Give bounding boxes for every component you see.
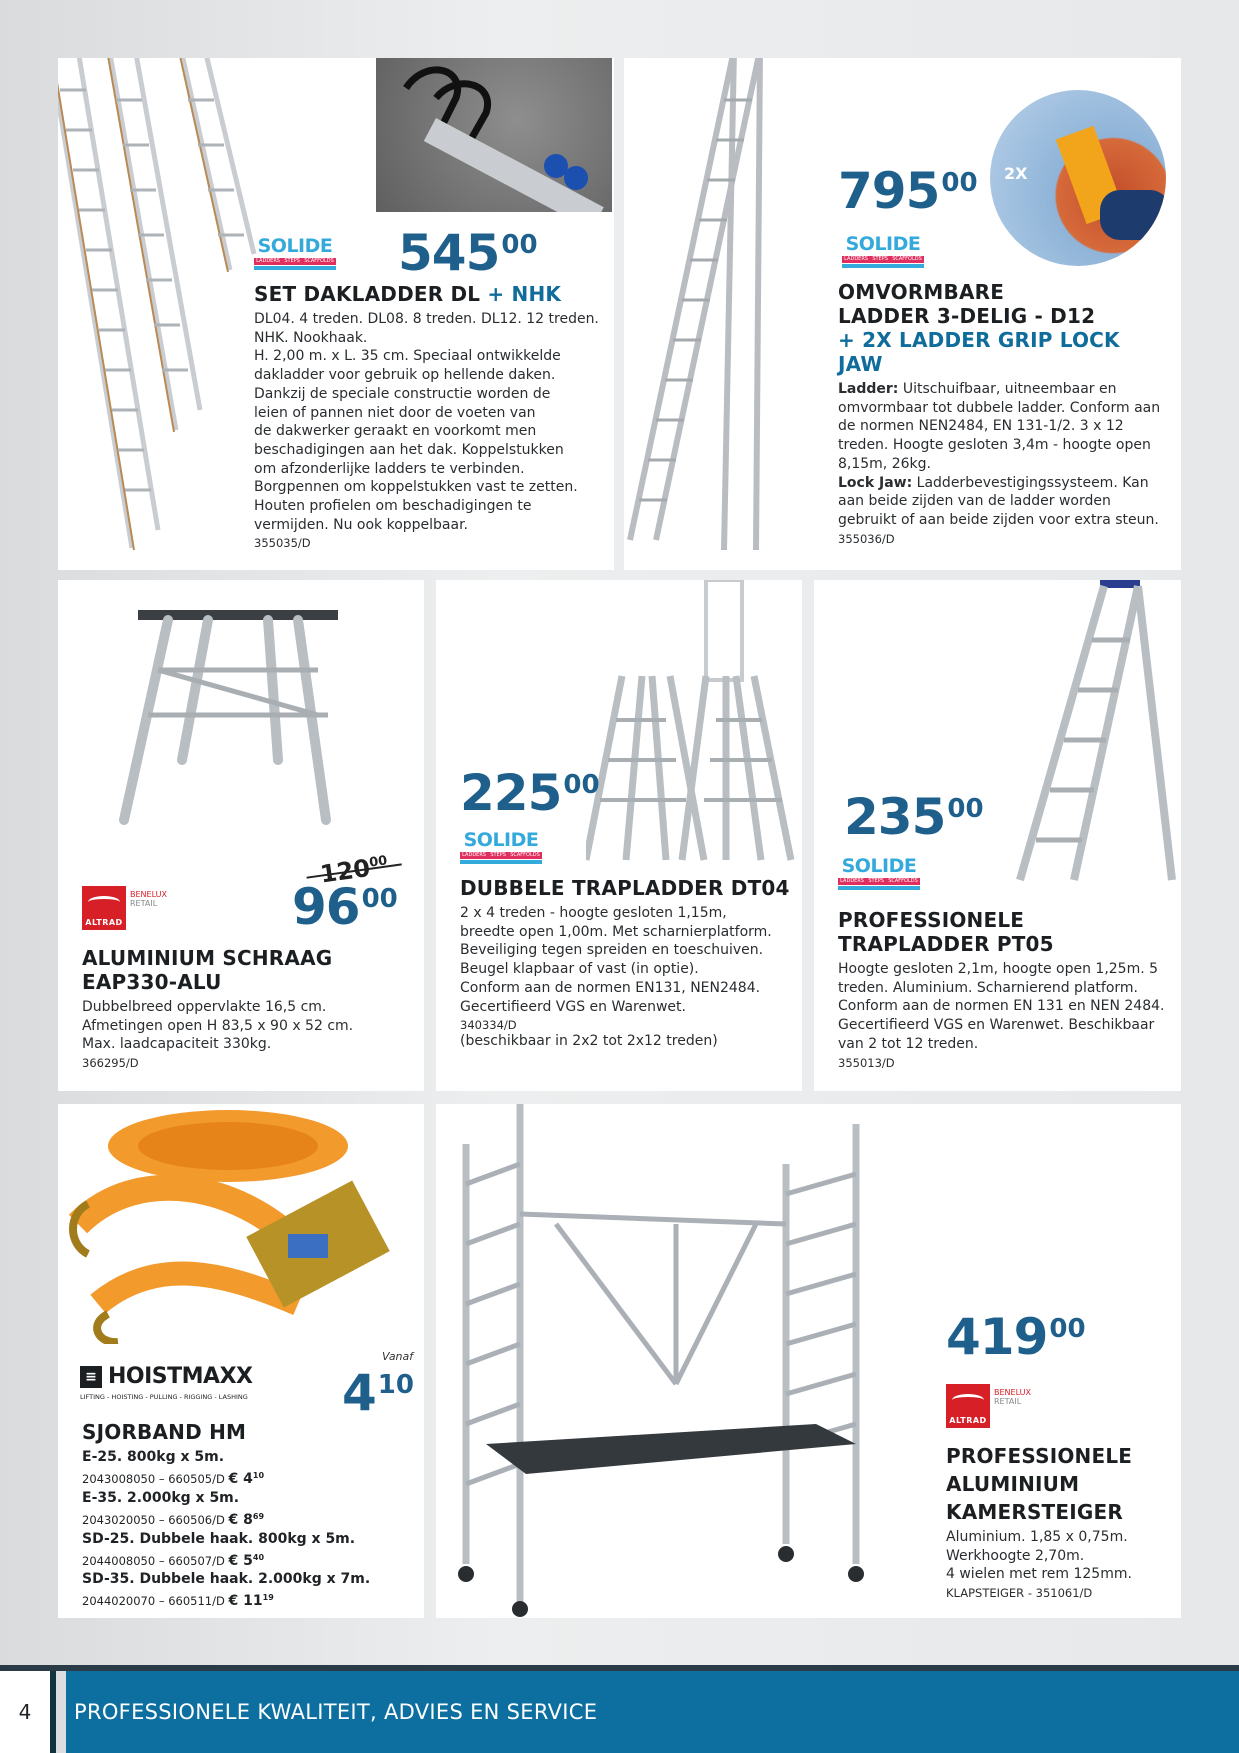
product-title-schraag: ALUMINIUM SCHRAAG EAP330-ALU — [82, 946, 333, 994]
price-omvormbare-ladder: 79500 — [838, 162, 978, 220]
dakladder-image — [58, 58, 278, 570]
product-code-pt05: 355013/D — [838, 1055, 895, 1070]
price-sjorband: 410 — [342, 1364, 414, 1422]
product-code-kamersteiger: KLAPSTEIGER - 351061/D — [946, 1586, 1093, 1601]
price-pt05: 23500 — [844, 788, 984, 846]
hoistmaxx-tagline: LIFTING - HOISTING - PULLING - RIGGING - LASHING — [80, 1393, 248, 1401]
solide-tag-2: STEPS — [490, 852, 506, 858]
altrad-logo: ALTRAD BENELUX RETAIL — [82, 886, 167, 930]
product-desc-omvormbare-ladder: Ladder: Uitschuifbaar, uitneembaar en omvormbaar tot dubbele ladder. Conform aan de normen NEN2484, EN 131-1/2. 3 x 12 treden. Hoogte gesloten 3,4m - hoogte open 8,15m, 26kg. Lock Jaw: Ladderbevestigingssysteem. Kan aan beide zijden van de ladder worden gebruikt of aan beide zijden voor extra steun. — [838, 381, 1161, 528]
solide-tag-1: LADDERS — [462, 852, 486, 858]
product-card-pt05[interactable] — [814, 580, 1181, 1091]
variant-item: E-35. 2.000kg x 5m. 2043020050 – 660506/D € $8^{69}$ — [82, 1489, 265, 1528]
variant-item: SD-35. Dubbele haak. 2.000kg x 7m. 2044020070 – 660511/D € $11^{19}$ — [82, 1571, 371, 1610]
product-card-dakladder[interactable] — [58, 58, 614, 570]
product-code-dt04: 340334/D — [460, 1018, 517, 1033]
product-title-omvormbare-ladder: OMVORMBARE LADDER 3-DELIG - D12 + 2X LADDER GRIP LOCK JAW — [838, 280, 1120, 376]
omvormbare-ladder-image — [624, 58, 794, 570]
old-price-schraag: $120^{00}$ — [318, 853, 389, 889]
product-desc-pt05: Hoogte gesloten 2,1m, hoogte open 1,25m. 5 treden. Aluminium. Scharnierend platform. Conform aan de normen EN 131 en NEN 2484. Gecertifieerd VGS en Warenwet. Beschikbaar van 2 tot 12 treden. — [838, 961, 1165, 1052]
from-label: Vanaf — [382, 1350, 414, 1363]
product-desc-dakladder: DL04. 4 treden. DL08. 8 treden. DL12. 12 treden. NHK. Nookhaak. H. 2,00 m. x L. 35 cm. Speciaal ontwikkelde dakladder voor gebruik op hellende daken. Dankzij de speciale constructie worden de leien of pannen niet door de voeten van de dakwerker geraakt en voorkomt men beschadigingen aan het dak. Koppelstukken om afzonderlijke ladders te verbinden. Borgpennen om koppelstukken vast te zetten. Houten profielen om beschadigingen te vermijden. Nu ook koppelbaar. — [254, 311, 599, 533]
dt04-image — [586, 580, 796, 870]
solide-logo: SOLIDE LADDERS STEPS SCAFFOLDS — [460, 830, 542, 864]
product-code-dakladder: 355035/D — [254, 536, 311, 551]
variant-list — [82, 1448, 412, 1611]
variant-item: E-25. 800kg x 5m. 2043008050 – 660505/D € $4^{10}$ — [82, 1449, 265, 1487]
product-note-dt04: (beschikbaar in 2x2 tot 2x12 treden) — [460, 1033, 718, 1050]
badge-2x: 2X — [1004, 164, 1028, 183]
solide-logo: SOLIDE LADDERS STEPS SCAFFOLDS — [842, 234, 924, 268]
product-code-omvormbare-ladder: 355036/D — [838, 531, 895, 546]
product-title-pt05: PROFESSIONELE TRAPLADDER PT05 — [838, 908, 1054, 956]
product-card-schraag[interactable] — [58, 580, 424, 1091]
solide-tag-2: STEPS — [868, 878, 884, 884]
hoistmaxx-icon: ≡ — [80, 1366, 102, 1388]
nookhaak-photo — [376, 58, 612, 212]
price-kamersteiger: 41900 — [946, 1308, 1086, 1366]
product-card-dt04[interactable] — [436, 580, 802, 1091]
product-desc-kamersteiger: Aluminium. 1,85 x 0,75m. Werkhoogte 2,70m. 4 wielen met rem 125mm. — [946, 1529, 1132, 1583]
product-title-dakladder: SET DAKLADDER DL + NHK — [254, 282, 562, 306]
solide-tag-1: LADDERS — [256, 258, 280, 264]
price-schraag: 9600 — [292, 878, 398, 936]
solide-tag-1: LADDERS — [840, 878, 864, 884]
footer-text: PROFESSIONELE KWALITEIT, ADVIES EN SERVICE — [74, 1700, 598, 1724]
product-title-dt04: DUBBELE TRAPLADDER DT04 — [460, 876, 790, 900]
product-card-omvormbare-ladder[interactable] — [624, 58, 1181, 570]
footer-accent-bar — [50, 1671, 56, 1753]
solide-logo: SOLIDE LADDERS STEPS SCAFFOLDS — [254, 236, 336, 270]
solide-tag-3: SCAFFOLDS — [510, 852, 540, 858]
solide-tag-2: STEPS — [284, 258, 300, 264]
solide-tag-3: SCAFFOLDS — [888, 878, 918, 884]
page-footer — [0, 1665, 1239, 1753]
product-desc-schraag: Dubbelbreed oppervlakte 16,5 cm. Afmetingen open H 83,5 x 90 x 52 cm. Max. laadcapaciteit 330kg. — [82, 999, 354, 1053]
solide-tag-2: STEPS — [872, 256, 888, 262]
kamersteiger-image — [456, 1104, 916, 1618]
solide-logo: SOLIDE LADDERS STEPS SCAFFOLDS — [838, 856, 920, 890]
product-desc-dt04: 2 x 4 treden - hoogte gesloten 1,15m, breedte open 1,00m. Met scharnierplatform. Beveiliging tegen spreiden en toeschuiven. Beugel klapbaar of vast (in optie). Conform aan de normen EN131, NEN2484. Gecertifieerd VGS en Warenwet. — [460, 905, 772, 1015]
footer-banner — [66, 1671, 1239, 1753]
hoistmaxx-logo: ≡ HOISTMAXX LIFTING - HOISTING - PULLING - RIGGING - LASHING — [80, 1364, 253, 1401]
solide-tag-1: LADDERS — [844, 256, 868, 262]
variant-item: SD-25. Dubbele haak. 800kg x 5m. 2044008050 – 660507/D € $5^{40}$ — [82, 1530, 356, 1569]
product-title-sjorband: SJORBAND HM — [82, 1420, 247, 1444]
altrad-logo: ALTRAD BENELUX RETAIL — [946, 1384, 1031, 1428]
product-card-sjorband[interactable] — [58, 1104, 424, 1618]
price-dt04: 22500 — [460, 764, 600, 822]
solide-tag-3: SCAFFOLDS — [304, 258, 334, 264]
page-number: 4 — [0, 1671, 50, 1753]
product-title-kamersteiger: PROFESSIONELE ALUMINIUM KAMERSTEIGER — [946, 1444, 1133, 1524]
price-dakladder: 54500 — [398, 224, 538, 282]
schraag-image — [98, 610, 388, 830]
solide-tag-3: SCAFFOLDS — [892, 256, 922, 262]
sjorband-image — [58, 1104, 424, 1344]
pt05-image — [1000, 580, 1180, 900]
product-code-schraag: 366295/D — [82, 1056, 139, 1071]
product-card-kamersteiger[interactable] — [436, 1104, 1181, 1618]
